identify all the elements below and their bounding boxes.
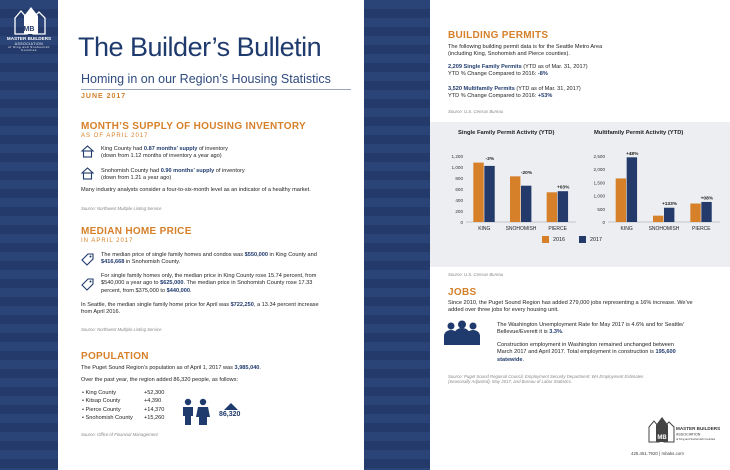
houses-logo-icon [12,4,46,36]
population-source: Source: Office of Financial Management [81,432,158,437]
single-family-chart [440,140,580,235]
population-para-2: Over the past year, the region added 86,320 people, as follows: [81,377,239,383]
y-tick-label: 1,500 [593,180,605,186]
mba-footer-logo-icon [647,412,721,450]
list-item: • Snohomish County +15,260 [82,415,165,422]
issue-date: JUNE 2017 [81,93,127,100]
bar-2017-pierce [701,202,711,222]
logo-line1: MASTER BUILDERS [6,36,52,41]
jobs-para-1: Since 2010, the Puget Sound Region has added 279,000 jobs representing a 16% increase. We’ve added over three jobs for every housing unit. [448,300,693,314]
chart-title-single-family: Single Family Permit Activity (YTD) [458,130,555,136]
bar-2016-king [473,163,483,222]
workers-icon [443,320,481,346]
bar-2017-snohomish [521,186,531,222]
y-tick-label: 1,200 [451,154,463,159]
header-divider [81,89,351,90]
supply-note: Many industry analysts consider a four-to-six-month level as an indicator of a healthy market. [81,187,311,193]
permits-source: Source: U.S. Census Bureau [448,109,504,114]
supply-subheading: AS OF APRIL 2017 [81,133,149,139]
price-tag-icon [80,252,95,267]
jobs-source: Source: Puget Sound Regional Council, Employment Security Department: WA Employment Estimates (Seasonally Adjusted), May 2017, and Bureau of Labor Statistics. [448,374,644,385]
x-tick-label: PIERCE [548,226,567,232]
jobs-heading: JOBS [448,287,477,298]
bar-2017-snohomish [664,208,674,222]
list-item: • Kitsap County +4,390 [82,398,162,405]
data-label: -20% [520,170,533,176]
bar-2017-king [627,157,637,222]
y-tick-label: 2,500 [593,154,605,159]
permits-single-family: 2,209 Single Family Permits (YTD as of Mar. 31, 2017) YTD % Change Compared to 2016: -8% [448,64,588,78]
y-tick-label: 600 [455,187,463,192]
footer-contact: 425.451.7920 | mbaks.com [631,451,684,456]
y-tick-label: 1,000 [593,193,605,199]
legend-label-2017: 2017 [590,236,602,243]
y-tick-label: 800 [455,176,463,181]
page-title: The Builder’s Bulletin [78,32,322,62]
y-tick-label: 0 [460,220,463,225]
bar-2016-pierce [690,204,700,222]
mba-logo [4,4,54,53]
supply-source: Source: Northwest Multiple Listing Service [81,206,162,211]
median-source: Source: Northwest Multiple Listing Service [81,327,162,332]
svg-text:MASTER BUILDERS: MASTER BUILDERS [676,426,721,431]
data-label: +08% [700,196,714,202]
x-tick-label: SNOHOMISH [648,226,680,232]
house-icon [81,167,94,180]
center-pattern-strip [364,0,430,470]
population-heading: POPULATION [81,351,149,362]
svg-text:of King and Snohomish Counties: of King and Snohomish Counties [676,438,716,441]
y-tick-label: 0 [602,220,605,225]
bar-2017-king [484,166,494,222]
y-tick-label: 500 [597,206,605,212]
data-label: +03% [556,185,570,191]
permits-heading: BUILDING PERMITS [448,30,549,41]
permits-intro: The following building permit data is for the Seattle Metro Area (including King, Snohomish and Pierce counties). [448,44,603,58]
multifamily-chart [582,140,724,235]
population-total: 86,320 [219,411,241,418]
supply-king-text: King County had 0.87 months’ supply of inventory (down from 1.12 months of inventory a year ago) [101,146,228,160]
chart-title-multifamily: Multifamily Permit Activity (YTD) [594,130,684,136]
logo-line2: ASSOCIATION [14,41,44,46]
data-label: +48% [625,151,639,157]
bar-2016-pierce [547,192,557,222]
logo-line3: of King and Snohomish Counties [8,44,50,53]
median-subheading: IN APRIL 2017 [81,238,134,244]
x-tick-label: KING [620,226,633,232]
legend-label-2016: 2016 [553,236,565,243]
supply-heading: MONTH’S SUPPLY OF HOUSING INVENTORY [81,121,306,132]
svg-text:MB: MB [657,435,667,441]
y-tick-label: 400 [455,198,463,203]
y-tick-label: 200 [455,209,463,214]
data-label: -3% [485,157,495,163]
permits-multifamily: 3,520 Multifamily Permits (YTD as of Mar. 31, 2017) YTD % Change Compared to 2016: +53% [448,86,581,100]
population-list [82,389,184,423]
bar-2017-pierce [558,191,568,222]
legend-swatch-2016 [542,236,549,243]
jobs-para-3: Construction employment in Washington remained unchanged between March 2017 and April 2017. Total employment in construction is 195,600 statewide. [497,342,676,363]
house-icon [81,145,94,158]
jobs-para-2: The Washington Unemployment Rate for May 2017 is 4.6% and for Seattle/ Bellevue/Everett it is 3.3%. [497,322,684,336]
price-tag-icon [80,277,95,292]
x-tick-label: KING [478,226,491,232]
list-item: • King County +52,300 [82,390,165,396]
median-heading: MEDIAN HOME PRICE [81,226,192,237]
median-para-2: For single family homes only, the median price in King County rose 15.74 percent, from $540,000 a year ago to $625,000. The median price in Snohomish County rose 17.33 percent, from $375,000 to $440,000. [101,273,317,294]
left-pattern-strip [0,0,58,470]
footer-logo [646,412,721,455]
x-tick-label: PIERCE [692,226,711,232]
y-tick-label: 1,000 [451,165,463,170]
data-label: +133% [661,202,678,208]
up-arrow-icon [224,403,238,410]
bar-2016-snohomish [653,216,663,222]
family-icon [180,398,212,426]
legend-swatch-2017 [579,236,586,243]
bar-2016-snohomish [510,176,520,222]
bar-2016-king [616,178,626,222]
page-subtitle: Homing in on our Region’s Housing Statistics [81,72,331,86]
y-tick-label: 2,000 [593,167,605,173]
median-para-3: In Seattle, the median single family home price for April was $722,250, a 13.34 percent increase from April 2016. [81,302,319,316]
x-tick-label: SNOHOMISH [505,226,537,232]
charts-source: Source: U.S. Census Bureau [448,272,504,277]
svg-text:MB: MB [23,26,35,33]
chart-legend [542,236,602,243]
population-para-1: The Puget Sound Region’s population as of April 1, 2017 was 3,985,040. [81,365,261,371]
median-para-1: The median price of single family homes and condos was $550,000 in King County and $416,668 in Snohomish County. [101,252,317,266]
svg-text:ASSOCIATION: ASSOCIATION [676,432,701,437]
list-item: • Pierce County +14,370 [82,406,165,413]
supply-snohomish-text: Snohomish County had 0.90 months’ supply of inventory (down from 1.21 a year ago) [101,168,245,182]
